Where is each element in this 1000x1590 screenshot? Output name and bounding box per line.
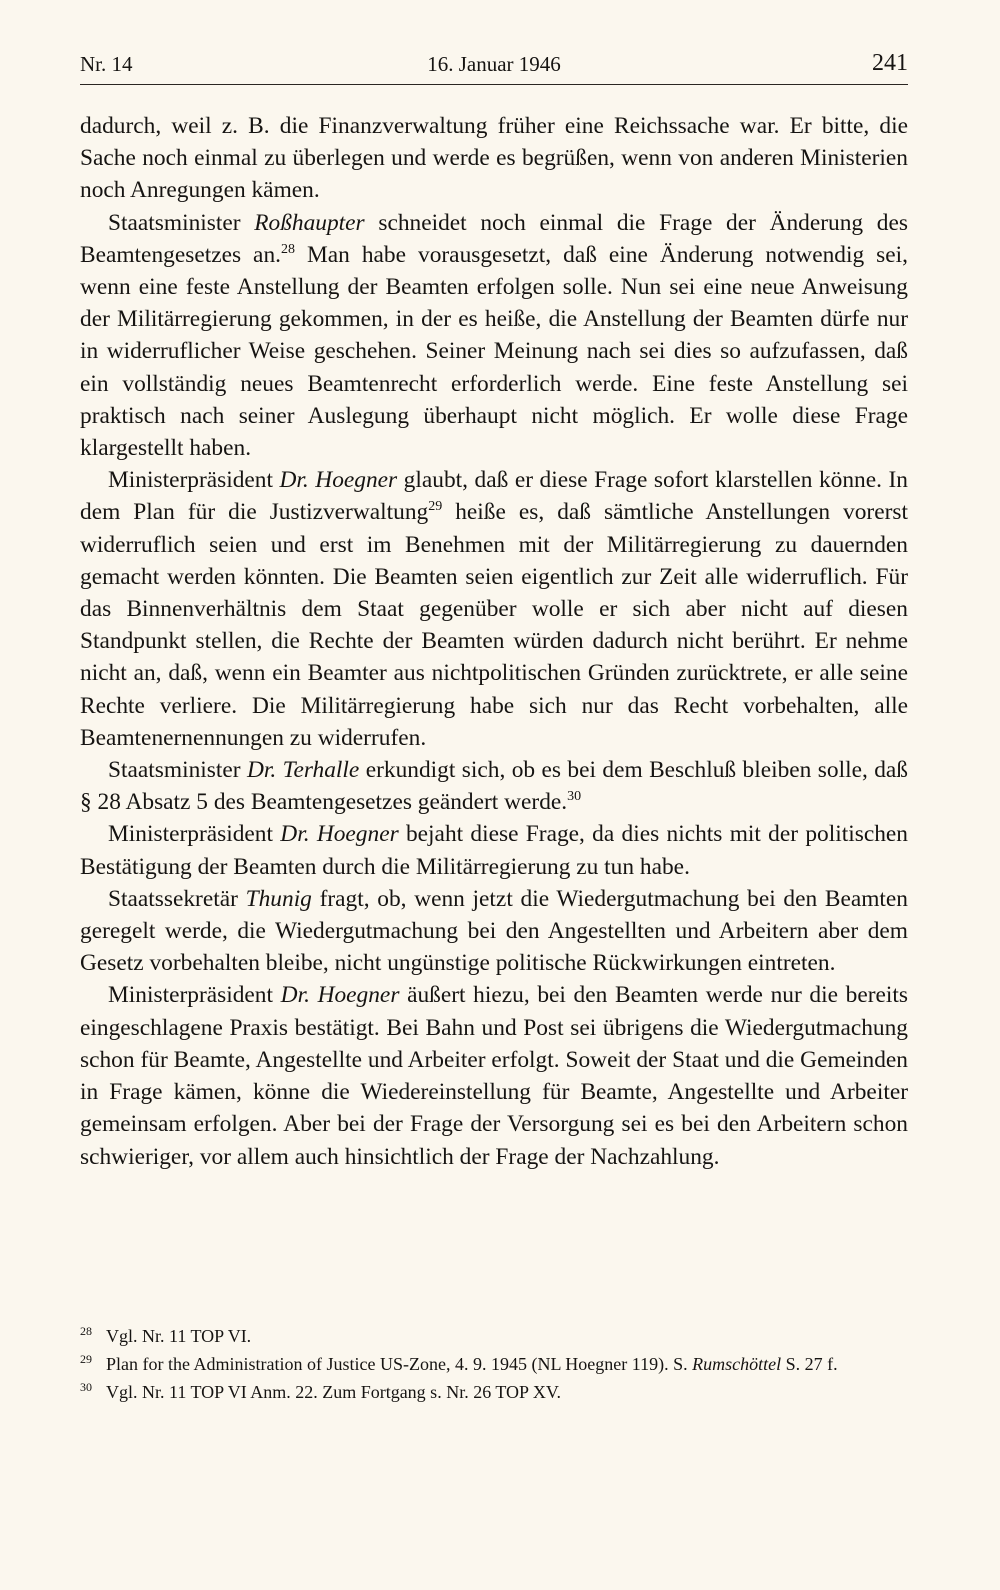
footnotes	[80, 1322, 908, 1406]
footnote-number: 29	[80, 1352, 92, 1366]
paragraph	[80, 464, 908, 754]
text-run: dadurch, weil z. B. die Finanzverwaltung früher eine Reichssache war. Er bitte, die Sache noch einmal zu überlegen und werde es begrüßen, wenn von anderen Ministerien noch Anregungen kämen.	[80, 113, 908, 204]
footnote	[80, 1322, 908, 1350]
text-run: Ministerpräsident	[108, 467, 280, 494]
text-run: fragt, ob, wenn jetzt die Wiedergutmachung bei den Beamten geregelt werde, die Wiedergutmachung bei den Angestellten und Arbeitern aber dem Gesetz vorbehalten bleibe, nicht ungünstige politische Rückwirkungen eintreten.	[80, 885, 908, 977]
text-run: äußert hiezu, bei den Beamten werde nur die bereits eingeschlagene Praxis bestätigt. Bei Bahn und Post sei übrigens die Wiedergutmachung schon für Beamte, Angestellte und Arbeiter erfolgt. Soweit der Staat und die Gemeinden in Frage kämen, könne die Wiedereinstellung für Beamte, Angestellte und Arbeiter gemeinsam erfolgen. Aber bei der Frage der Versorgung sei es bei den Arbeitern schon schwieriger, vor allem auch hinsichtlich der Frage der Nachzahlung.	[80, 982, 908, 1170]
text-run: Ministerpräsident	[108, 821, 281, 848]
text-run: Man habe vorausgesetzt, daß eine Änderung notwendig sei, wenn eine feste Anstellung der Beamten erfolgen solle. Nun sei eine neue Anweisung der Militärregierung gekommen, in der es heiße, die Anstellung der Beamten dürfe nur in widerruflicher Weise geschehen. Seiner Meinung nach sei dies so aufzufassen, daß ein vollständig neues Beamtenrecht erforderlich werde. Eine feste Anstellung sei praktisch nach seiner Auslegung überhaupt nicht möglich. Er wolle diese Frage klargestellt haben.	[80, 241, 908, 462]
running-header	[80, 48, 908, 84]
text-run: S. 27 f.	[781, 1354, 838, 1374]
text-run: glaubt, daß er diese Frage sofort klarstellen könne. In dem Plan für die Justizverwaltung	[80, 467, 908, 526]
page-number: 241	[872, 50, 908, 76]
footnote	[80, 1350, 908, 1378]
name-emphasis: Dr. Hoegner	[280, 821, 399, 848]
text-run: Vgl. Nr. 11 TOP VI.	[106, 1326, 252, 1346]
text-run: bejaht diese Frage, da dies nichts mit der politischen Bestätigung der Beamten durch die Militärregierung zu tun habe.	[80, 821, 908, 880]
name-emphasis: Dr. Hoegner	[280, 982, 400, 1009]
paragraph	[80, 754, 908, 818]
text-run: Plan for the Administration of Justice US-Zone, 4. 9. 1945 (NL Hoegner 119). S.	[106, 1354, 693, 1374]
name-emphasis: Dr. Hoegner	[279, 467, 398, 494]
body-text	[80, 110, 908, 1173]
document-number: Nr. 14	[80, 52, 133, 76]
header-date: 16. Januar 1946	[427, 52, 561, 76]
text-run: Ministerpräsident	[108, 982, 281, 1009]
paragraph	[80, 110, 908, 207]
header-rule	[80, 84, 908, 85]
footnote-number: 28	[80, 1324, 92, 1338]
footnote-ref: 30	[567, 789, 582, 805]
text-run: heiße es, daß sämtliche Anstellungen vorerst widerruflich seien und erst im Benehmen mit der Militärregierung zu dauernden gemacht werden könnten. Die Beamten seien eigentlich zur Zeit alle widerruflich. Für das Binnenverhältnis dem Staat gegenüber wolle er sich aber nicht auf diesen Standpunkt stellen, die Rechte der Beamten würden dadurch nicht berührt. Er nehme nicht an, daß, wenn ein Beamter aus nichtpolitischen Gründen zurücktrete, er alle seine Rechte verliere. Die Militärregierung habe sich nur das Recht vorbehalten, alle Beamtenernennungen zu widerrufen.	[80, 499, 908, 751]
footnote-ref: 29	[428, 499, 443, 515]
footnote-number: 30	[80, 1380, 92, 1394]
paragraph	[80, 883, 908, 980]
text-run: schneidet noch einmal die Frage der Änderung des Beamtengesetzes an.	[80, 209, 908, 268]
paragraph	[80, 979, 908, 1172]
footnote-ref: 28	[280, 241, 295, 257]
text-run: erkundigt sich, ob es bei dem Beschluß bleiben solle, daß § 28 Absatz 5 des Beamtengesetzes geändert werde.	[80, 757, 908, 816]
text-run: Staatssekretär	[108, 885, 246, 912]
paragraph	[80, 818, 908, 882]
text-run: Staatsminister	[108, 209, 255, 236]
name-emphasis: Rumschöttel	[692, 1354, 782, 1374]
text-run: Staatsminister	[108, 757, 247, 784]
footnote	[80, 1378, 908, 1406]
name-emphasis: Dr. Terhalle	[246, 757, 360, 784]
name-emphasis: Roßhaupter	[254, 209, 365, 236]
name-emphasis: Thunig	[245, 885, 312, 912]
paragraph	[80, 207, 908, 465]
text-run: Vgl. Nr. 11 TOP VI Anm. 22. Zum Fortgang s. Nr. 26 TOP XV.	[106, 1382, 562, 1402]
